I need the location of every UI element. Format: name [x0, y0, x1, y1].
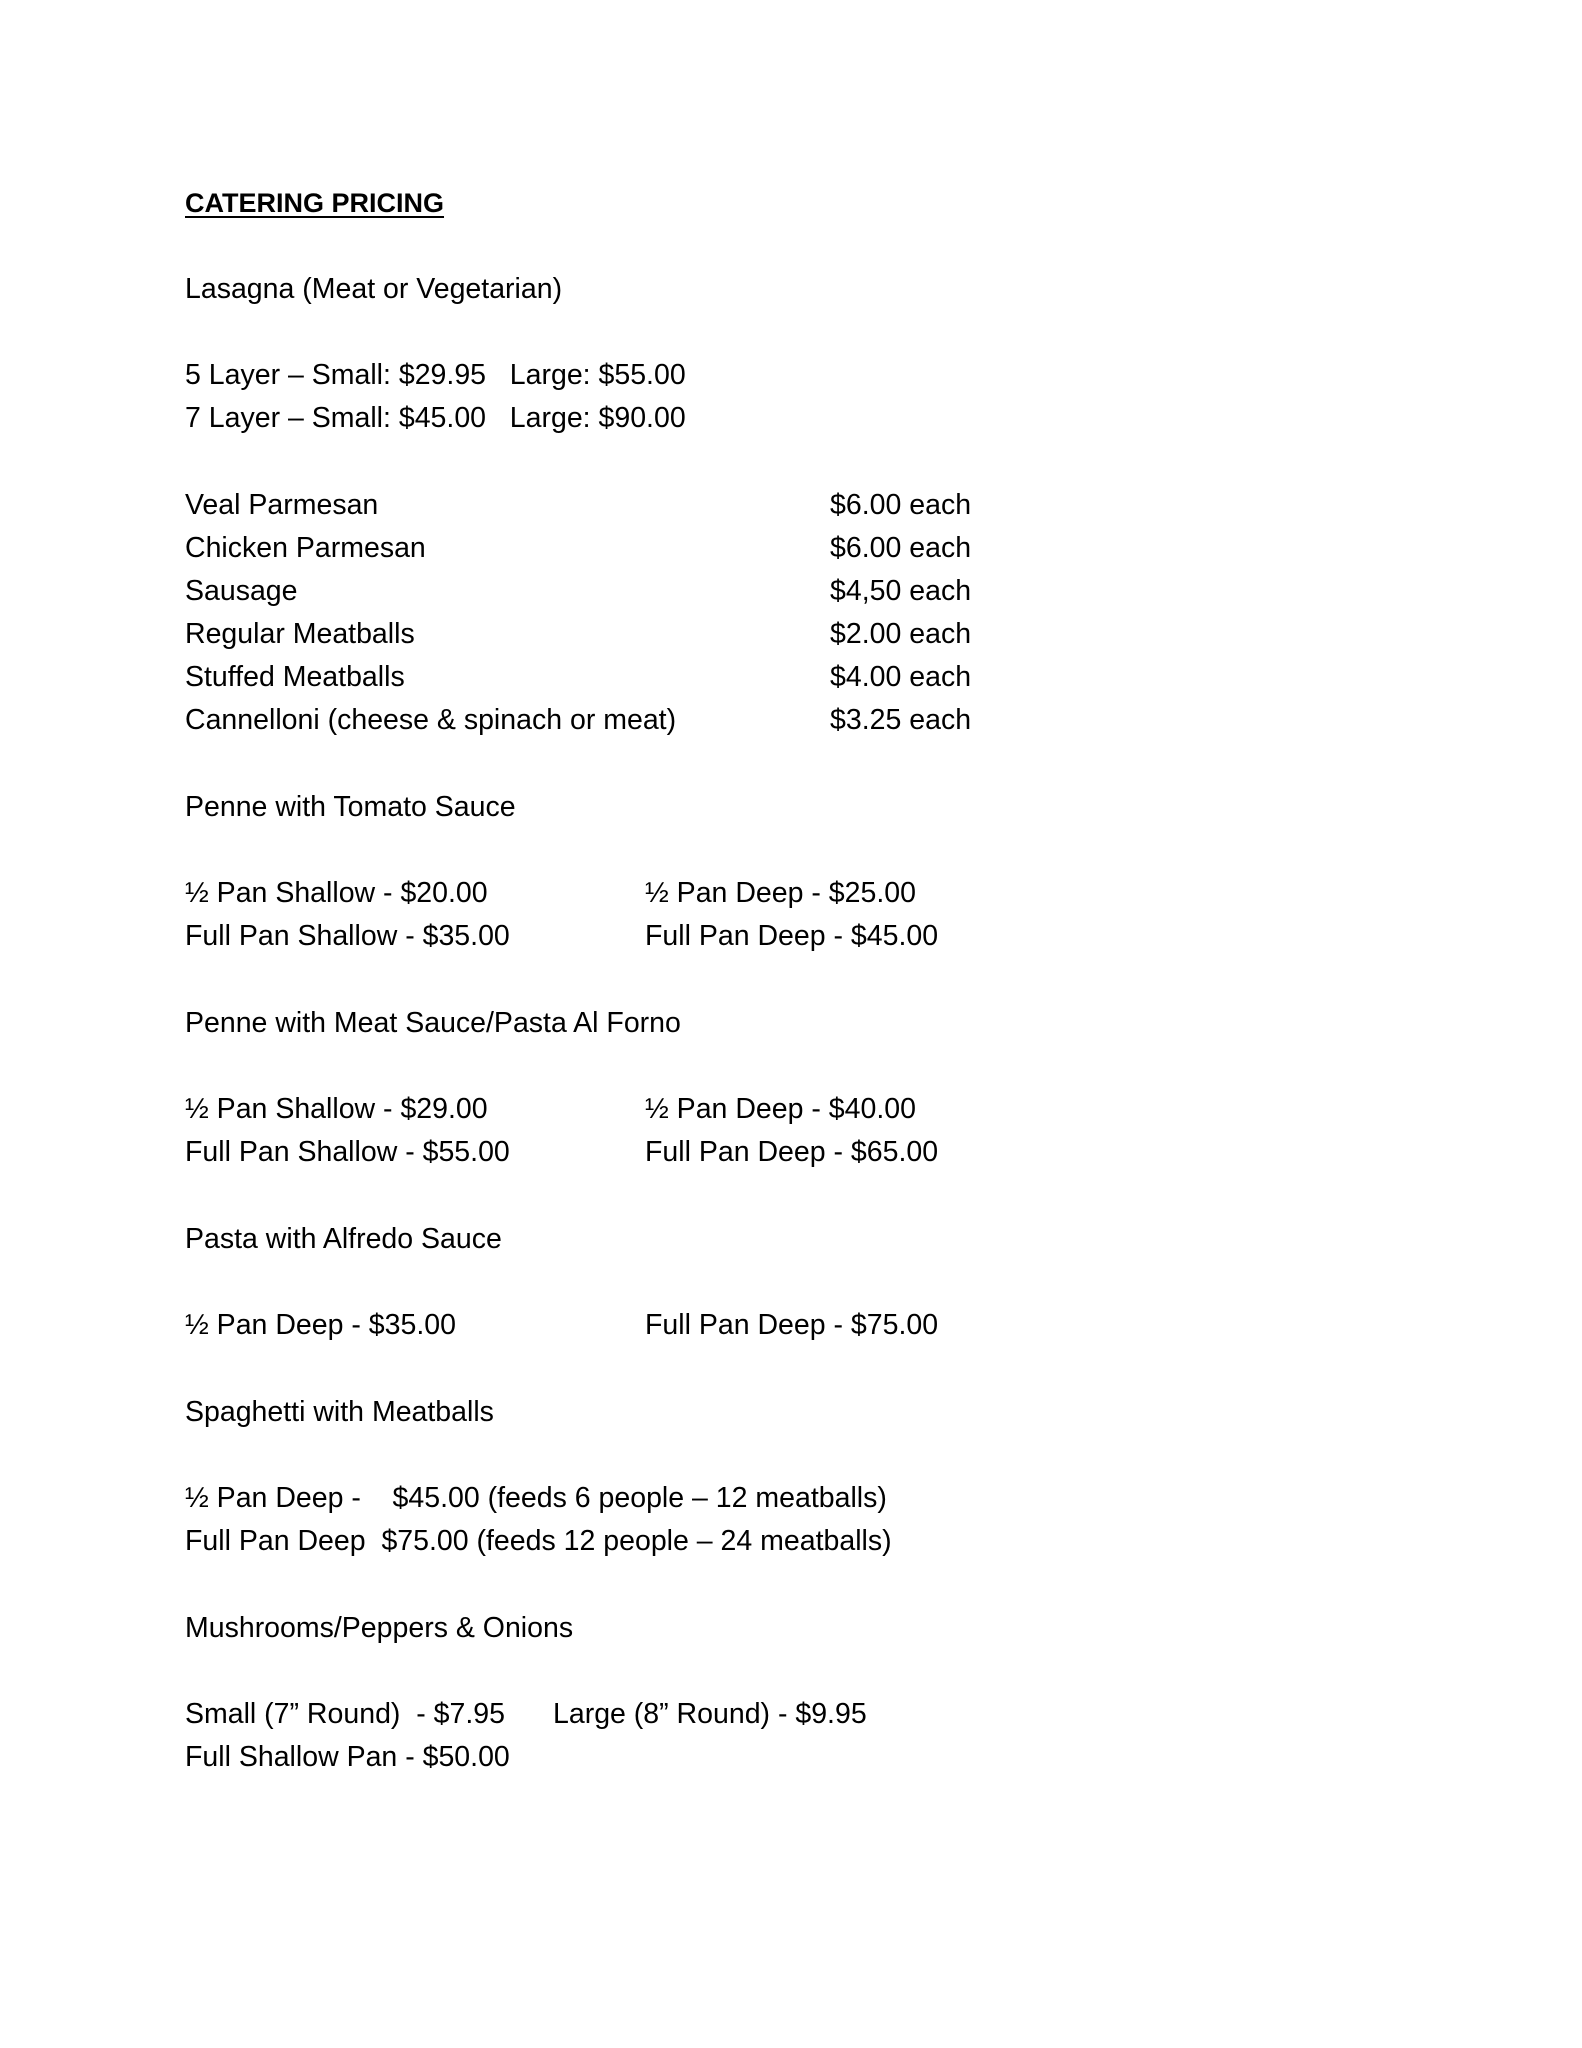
alfredo-left: ½ Pan Deep - $35.00 — [185, 1309, 456, 1341]
mushrooms-heading: Mushrooms/Peppers & Onions — [185, 1612, 574, 1644]
item-name: Veal Parmesan — [185, 489, 379, 521]
item-price: $6.00 each — [830, 489, 972, 521]
lasagna-line-5-layer: 5 Layer – Small: $29.95 Large: $55.00 — [185, 359, 686, 391]
item-price: $4.00 each — [830, 661, 972, 693]
penne-tomato-right: Full Pan Deep - $45.00 — [645, 920, 939, 952]
alfredo-heading: Pasta with Alfredo Sauce — [185, 1223, 502, 1255]
penne-meat-left: Full Pan Shallow - $55.00 — [185, 1136, 510, 1168]
mushrooms-small: Small (7” Round) - $7.95 — [185, 1698, 505, 1730]
spaghetti-half-pan: ½ Pan Deep - $45.00 (feeds 6 people – 12 meatballs) — [185, 1482, 887, 1514]
item-name: Sausage — [185, 575, 298, 607]
item-name: Chicken Parmesan — [185, 532, 426, 564]
lasagna-line-7-layer: 7 Layer – Small: $45.00 Large: $90.00 — [185, 402, 686, 434]
spaghetti-full-pan: Full Pan Deep $75.00 (feeds 12 people – 24 meatballs) — [185, 1525, 892, 1557]
lasagna-heading: Lasagna (Meat or Vegetarian) — [185, 273, 563, 305]
spaghetti-heading: Spaghetti with Meatballs — [185, 1396, 494, 1428]
item-name: Stuffed Meatballs — [185, 661, 405, 693]
alfredo-right: Full Pan Deep - $75.00 — [645, 1309, 939, 1341]
penne-meat-right: ½ Pan Deep - $40.00 — [645, 1093, 916, 1125]
mushrooms-full-pan: Full Shallow Pan - $50.00 — [185, 1741, 510, 1773]
item-name: Cannelloni (cheese & spinach or meat) — [185, 704, 677, 736]
penne-tomato-left: ½ Pan Shallow - $20.00 — [185, 877, 488, 909]
penne-meat-left: ½ Pan Shallow - $29.00 — [185, 1093, 488, 1125]
item-price: $6.00 each — [830, 532, 972, 564]
item-name: Regular Meatballs — [185, 618, 415, 650]
item-price: $3.25 each — [830, 704, 972, 736]
penne-tomato-left: Full Pan Shallow - $35.00 — [185, 920, 510, 952]
page-title: CATERING PRICING — [185, 188, 445, 218]
penne-tomato-right: ½ Pan Deep - $25.00 — [645, 877, 916, 909]
penne-tomato-heading: Penne with Tomato Sauce — [185, 791, 516, 823]
penne-meat-heading: Penne with Meat Sauce/Pasta Al Forno — [185, 1007, 681, 1039]
penne-meat-right: Full Pan Deep - $65.00 — [645, 1136, 939, 1168]
mushrooms-large: Large (8” Round) - $9.95 — [553, 1698, 867, 1730]
item-price: $2.00 each — [830, 618, 972, 650]
item-price: $4,50 each — [830, 575, 972, 607]
